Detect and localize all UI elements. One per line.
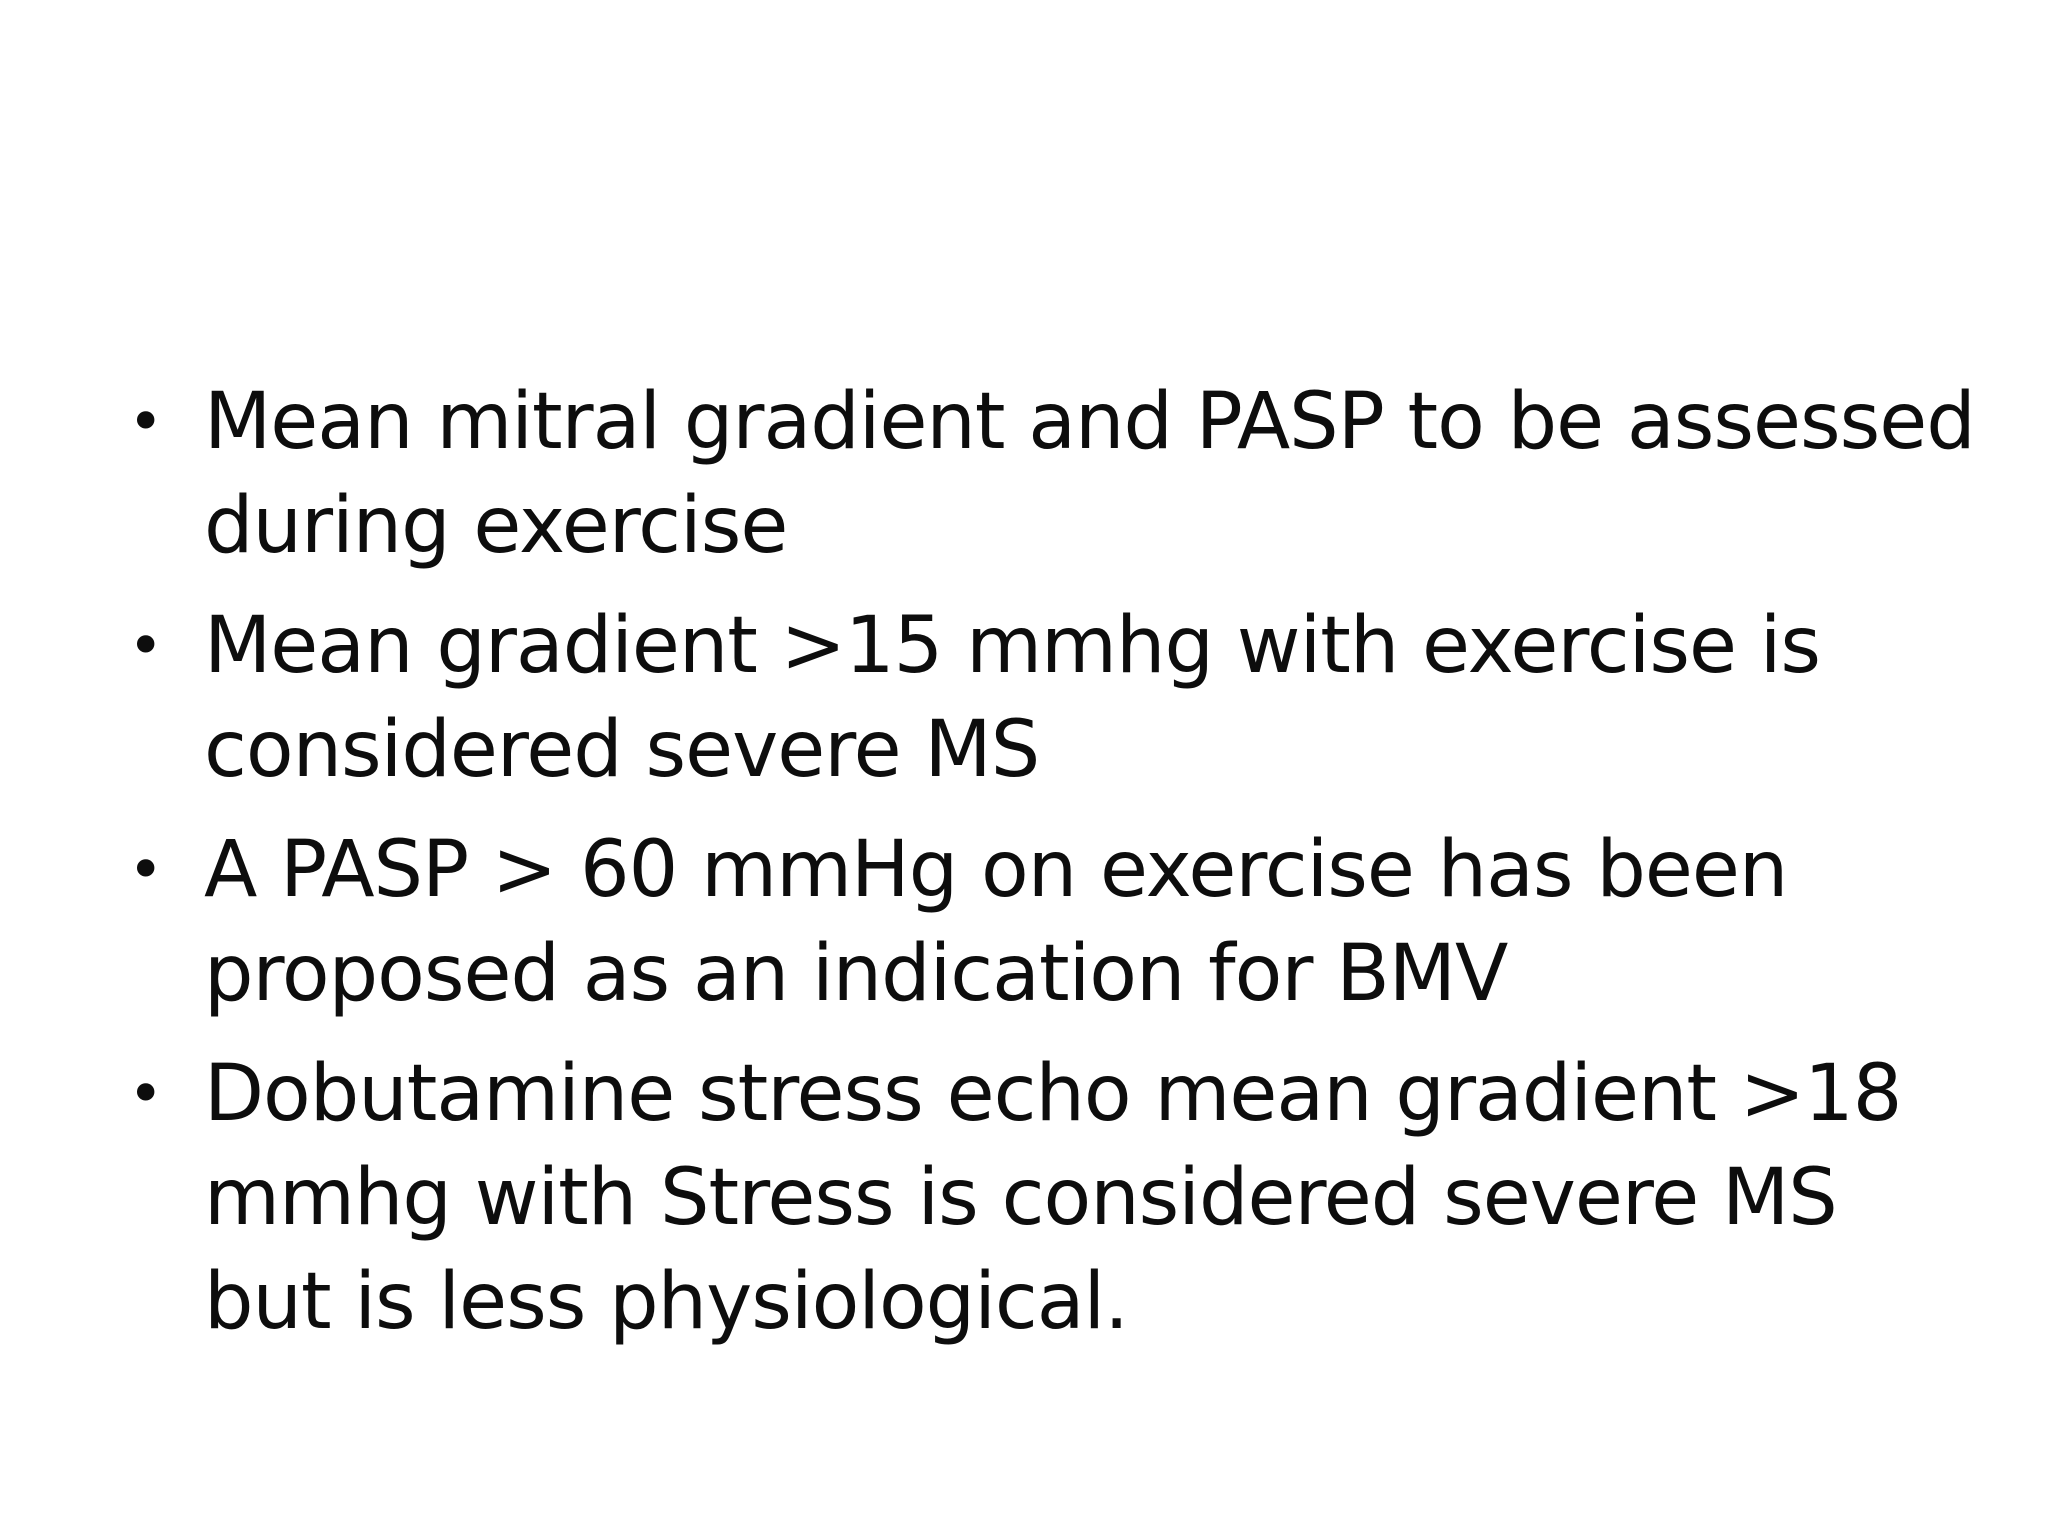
bullet-list bbox=[118, 370, 1978, 1370]
bullet-icon: • bbox=[128, 835, 163, 905]
bullet-text: Mean gradient >15 mmhg with exercise is considered severe MS bbox=[204, 601, 1821, 795]
bullet-icon: • bbox=[128, 611, 163, 681]
bullet-text: Dobutamine stress echo mean gradient >18 mmhg with Stress is considered severe MS but is less physiological. bbox=[204, 1049, 1902, 1347]
bullet-text: A PASP > 60 mmHg on exercise has been proposed as an indication for BMV bbox=[204, 825, 1788, 1019]
bullet-text: Mean mitral gradient and PASP to be assessed during exercise bbox=[204, 377, 1975, 571]
bullet-item-4 bbox=[118, 1042, 1978, 1354]
bullet-item-1 bbox=[118, 370, 1978, 578]
bullet-icon: • bbox=[128, 1059, 163, 1129]
bullet-icon: • bbox=[128, 387, 163, 457]
bullet-item-3 bbox=[118, 818, 1978, 1026]
bullet-item-2 bbox=[118, 594, 1978, 802]
